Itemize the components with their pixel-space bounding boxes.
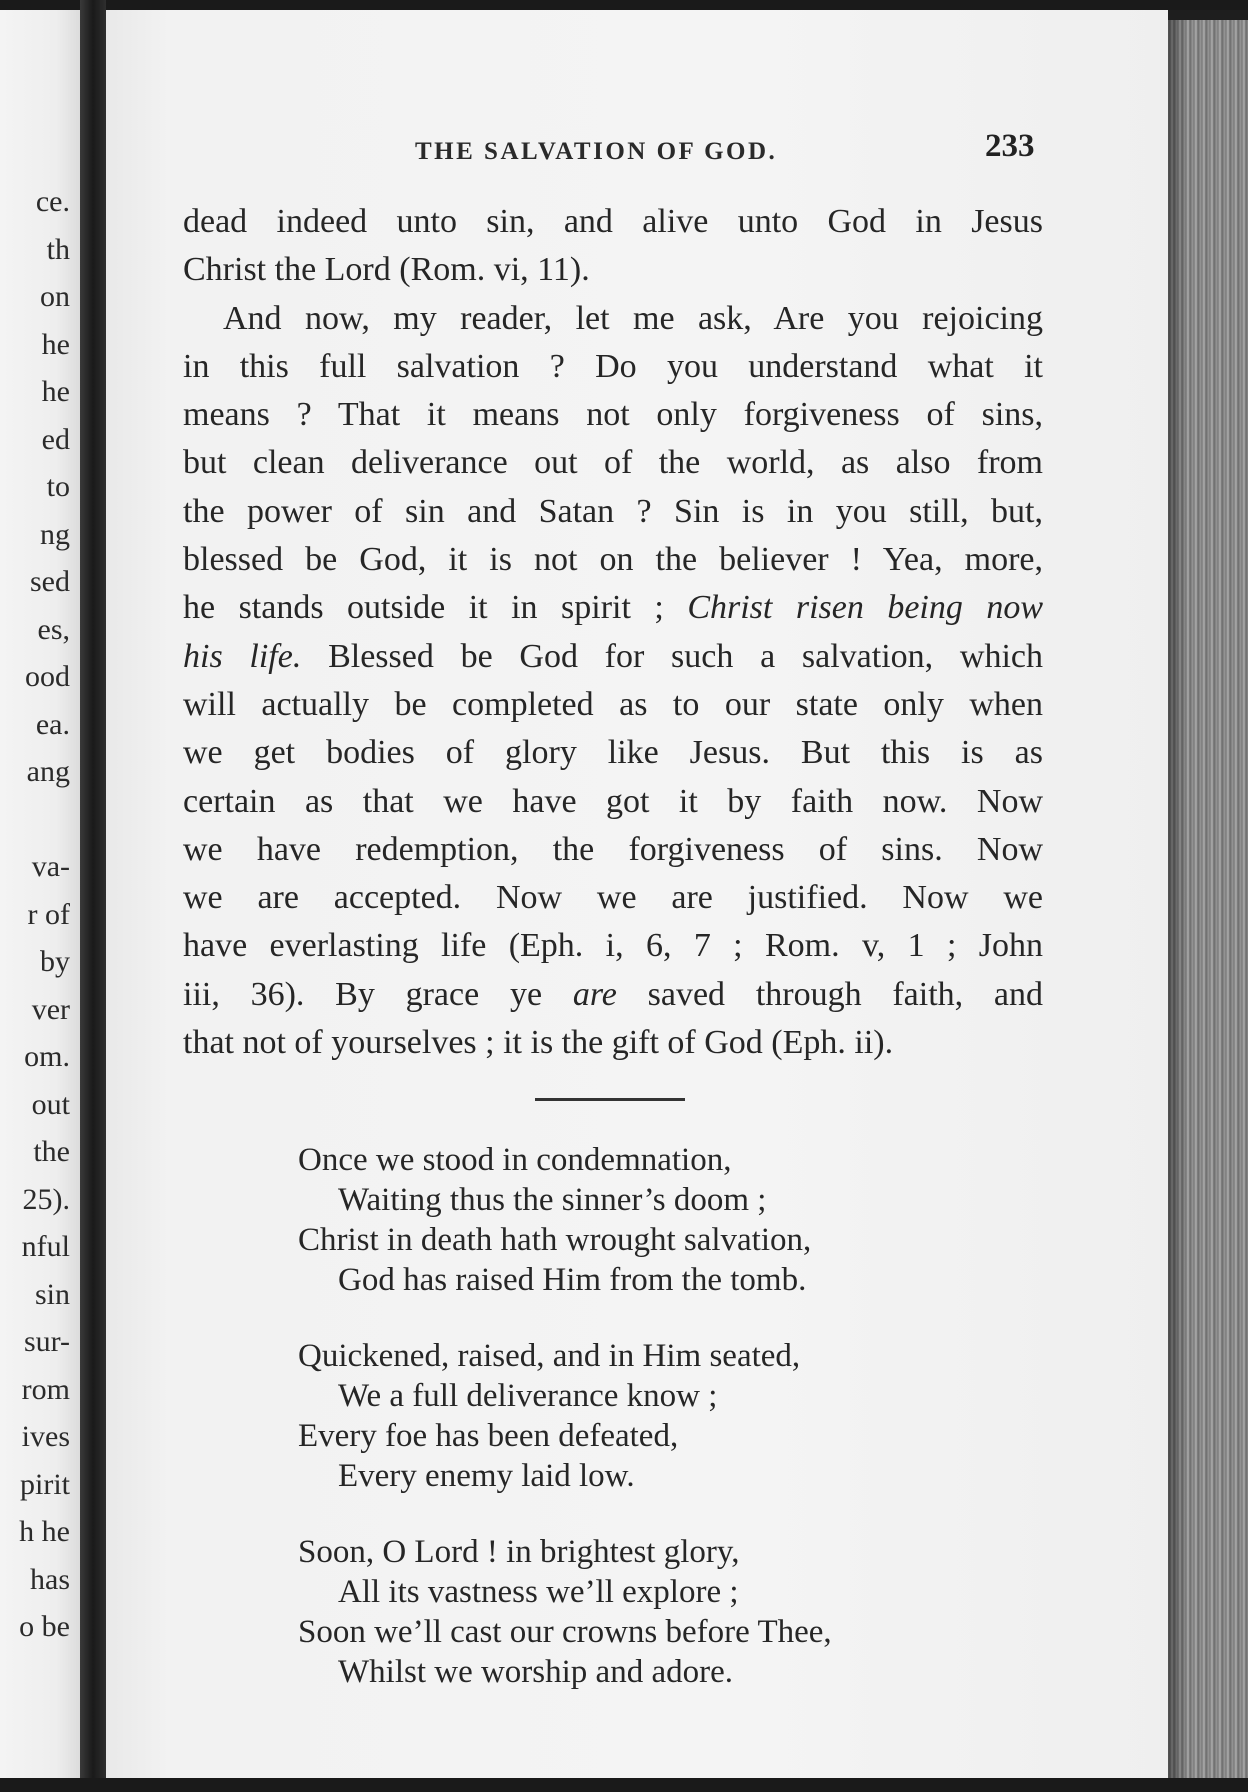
facing-page-line: sed (30, 565, 70, 598)
facing-page-line: pirit (20, 1467, 70, 1501)
book-gutter (80, 0, 106, 1792)
hymn-stanza (298, 1532, 832, 1692)
facing-page-line: nful (21, 1230, 70, 1263)
text-line: his life. Blessed be God for such a salvation, which (183, 637, 1043, 675)
text-line: we are accepted. Now we are justified. Now we (183, 879, 1043, 917)
hymn-line: Quickened, raised, and in Him seated, (298, 1338, 801, 1374)
text-line: And now, my reader, let me ask, Are you rejoicing (223, 299, 1043, 337)
section-divider (535, 1098, 685, 1101)
facing-page-line: has (30, 1562, 70, 1596)
page-number: 233 (985, 128, 1035, 164)
facing-page-line: th (46, 232, 70, 266)
body-text (183, 198, 1043, 1067)
scan-top-border (0, 0, 1248, 10)
hymn-stanza (298, 1336, 832, 1496)
text-line: iii, 36). By grace ye are saved through faith, and (183, 975, 1044, 1013)
facing-page-line: on (40, 280, 70, 313)
hymn-stanza (298, 1140, 832, 1300)
facing-page-line: ood (25, 660, 70, 693)
facing-page-line: out (31, 1087, 70, 1121)
facing-page-line: he (41, 375, 70, 408)
hymn-line: Every enemy laid low. (338, 1458, 635, 1494)
text-line: but clean deliverance out of the world, as also from (183, 444, 1043, 482)
hymn-line: Soon, O Lord ! in brightest glory, (298, 1534, 740, 1570)
facing-page-line: ng (40, 517, 70, 551)
scan-bottom-border (0, 1778, 1248, 1792)
text-line: means ? That it means not only forgiveness of sins, (183, 396, 1043, 434)
facing-page-line: ang (26, 755, 70, 788)
page-edges-shadow (1168, 20, 1188, 1785)
facing-page-line: om. (24, 1040, 70, 1073)
hymn-line: Waiting thus the sinner’s doom ; (338, 1182, 767, 1218)
facing-page-line: the (33, 1135, 70, 1168)
text-line: in this full salvation ? Do you understand what it (183, 347, 1043, 385)
running-head: THE SALVATION OF GOD. (415, 138, 778, 165)
facing-page-line: sin (34, 1277, 70, 1311)
hymn-verses (298, 1140, 832, 1728)
hymn-line: Christ in death hath wrought salvation, (298, 1222, 812, 1258)
facing-page-line: o be (19, 1610, 70, 1643)
facing-page-line: es, (37, 612, 70, 646)
facing-page-line: h he (19, 1515, 70, 1548)
facing-page-line: ea. (35, 707, 70, 741)
facing-page-line: ives (21, 1420, 70, 1453)
text-line: Christ the Lord (Rom. vi, 11). (183, 251, 590, 289)
hymn-line: God has raised Him from the tomb. (338, 1262, 807, 1298)
hymn-line: All its vastness we’ll explore ; (338, 1574, 739, 1610)
facing-page-line: by (40, 945, 70, 978)
text-line: that not of yourselves ; it is the gift of God (Eph. ii). (183, 1024, 894, 1062)
hymn-line: Soon we’ll cast our crowns before Thee, (298, 1614, 832, 1650)
text-line: certain as that we have got it by faith now. Now (183, 782, 1043, 820)
facing-page-line: ed (41, 422, 70, 456)
text-line: will actually be completed as to our state only when (183, 685, 1043, 723)
text-line: we have redemption, the forgiveness of sins. Now (183, 830, 1043, 868)
hymn-line: Whilst we worship and adore. (338, 1654, 733, 1690)
facing-page-line: r of (27, 897, 70, 931)
facing-page-line: ce. (35, 185, 70, 218)
facing-page-line: va- (31, 850, 70, 883)
hymn-line: Every foe has been defeated, (298, 1418, 679, 1454)
text-line: the power of sin and Satan ? Sin is in you still, but, (183, 492, 1043, 530)
text-line: blessed be God, it is not on the believer ! Yea, more, (183, 541, 1043, 579)
text-line: we get bodies of glory like Jesus. But this is as (183, 734, 1043, 772)
hymn-line: Once we stood in condemnation, (298, 1142, 732, 1178)
facing-page-line: sur- (23, 1325, 70, 1358)
facing-page-left (0, 10, 80, 1780)
text-line: have everlasting life (Eph. i, 6, 7 ; Rom. v, 1 ; John (183, 927, 1043, 965)
text-line: dead indeed unto sin, and alive unto God in Jesus (183, 203, 1043, 240)
facing-page-line: he (41, 327, 70, 361)
facing-page-line: rom (21, 1372, 70, 1406)
facing-page-line: ver (31, 992, 70, 1026)
hymn-line: We a full deliverance know ; (338, 1378, 718, 1414)
text-line: he stands outside it in spirit ; Christ risen being now (183, 589, 1044, 627)
facing-page-line: 25). (22, 1182, 70, 1216)
facing-page-line: to (46, 470, 70, 503)
